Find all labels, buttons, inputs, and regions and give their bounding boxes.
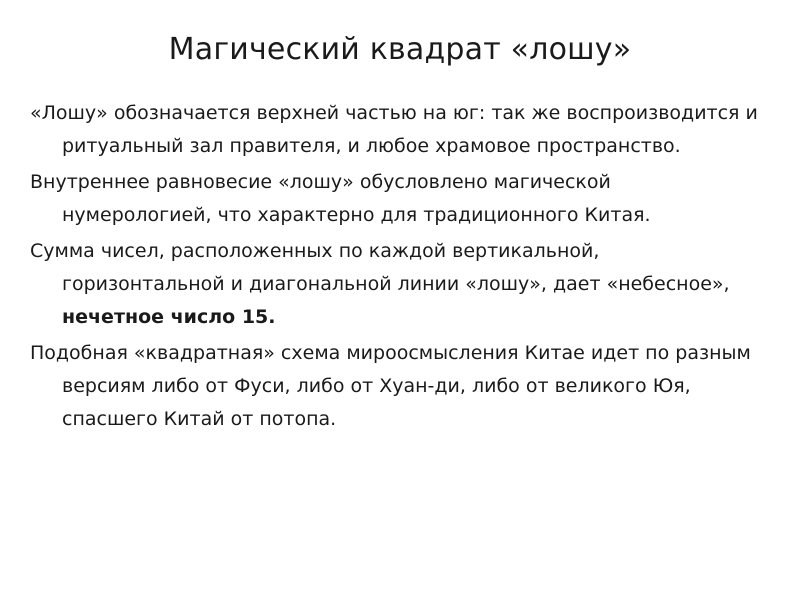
paragraph-loshu-orientation <box>30 97 760 163</box>
paragraph-text: Внутреннее равновесие «лошу» обусловлено магической нумерологией, что характерно для традиционного Китая. <box>30 171 651 226</box>
slide-body <box>30 97 760 439</box>
paragraph-square-scheme-origin <box>30 337 760 436</box>
paragraph-inner-balance <box>30 166 760 232</box>
paragraph-text: Подобная «квадратная» схема мироосмысления Китае идет по разным версиям либо от Фуси, либо от Хуан-ди, либо от великого Юя, спасшего Китай от потопа. <box>30 342 751 430</box>
paragraph-text: Сумма чисел, расположенных по каждой вертикальной, горизонтальной и диагональной линии «лошу», дает «небесное», <box>30 240 730 295</box>
emphasis-odd-number: нечетное число 15. <box>62 306 276 328</box>
slide-title: Магический квадрат «лошу» <box>168 32 632 67</box>
paragraph-text: «Лошу» обозначается верхней частью на юг: так же воспроизводится и ритуальный зал правителя, и любое храмовое пространство. <box>30 102 758 157</box>
paragraph-sum-of-numbers <box>30 235 760 334</box>
